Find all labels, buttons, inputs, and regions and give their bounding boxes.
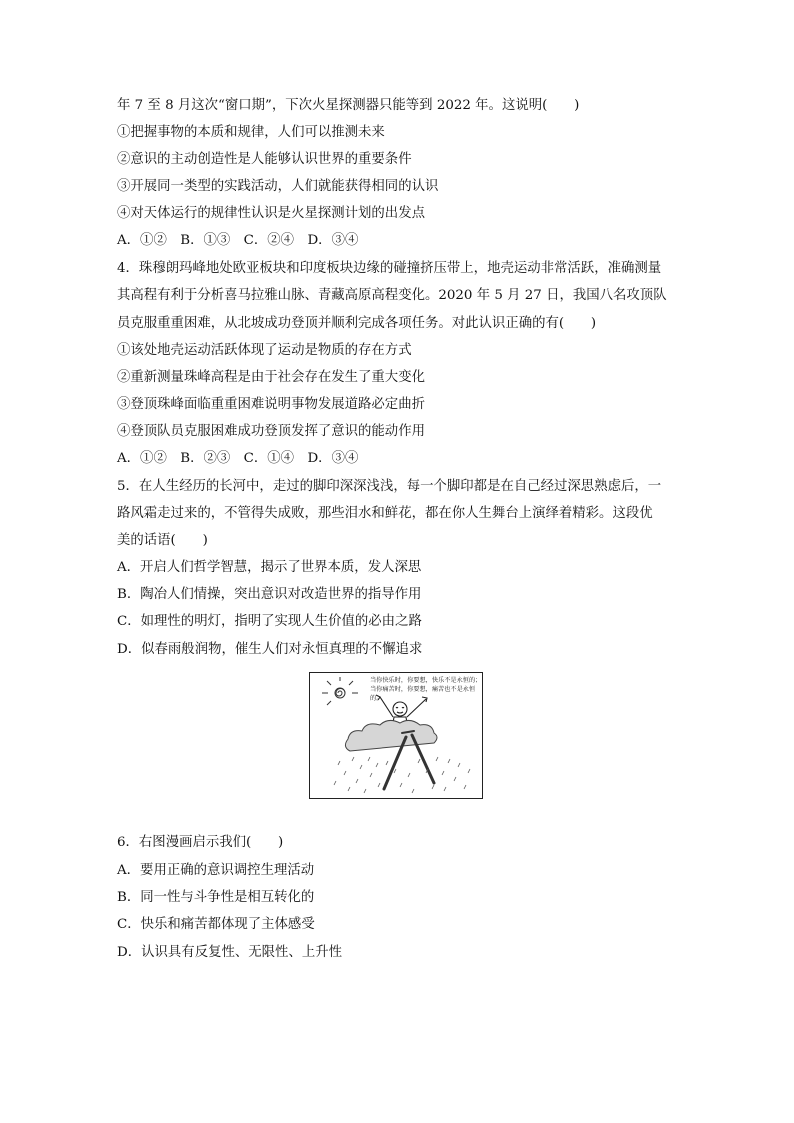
sun-icon bbox=[322, 677, 358, 705]
q4-option-2: ②重新测量珠峰高程是由于社会存在发生了重大变化 bbox=[117, 370, 425, 385]
q4-stem-line-3: 员克服重重困难，从北坡成功登顶并顺利完成各项任务。对此认识正确的有( ) bbox=[117, 316, 597, 331]
q5-option-d: D．似春雨般润物，催生人们对永恒真理的不懈追求 bbox=[117, 642, 423, 657]
q4-option-1: ①该处地壳运动活跃体现了运动是物质的存在方式 bbox=[117, 343, 412, 358]
q6-option-b: B．同一性与斗争性是相互转化的 bbox=[117, 890, 315, 905]
q4-stem-line-2: 其高程有利于分析喜马拉雅山脉、青藏高原高程变化。2020 年 5 月 27 日，我国八名攻顶队 bbox=[117, 288, 667, 303]
q5-option-c: C．如理性的明灯，指明了实现人生价值的必由之路 bbox=[117, 614, 422, 629]
q4-option-3: ③登顶珠峰面临重重困难说明事物发展道路必定曲折 bbox=[117, 397, 425, 412]
q5-option-a: A．开启人们哲学智慧，揭示了世界本质，发人深思 bbox=[117, 560, 422, 575]
cloud-shape bbox=[345, 720, 437, 751]
intro-option-4: ④对天体运行的规律性认识是火星探测计划的出发点 bbox=[117, 206, 425, 221]
q4-stem-line-1: 4．珠穆朗玛峰地处欧亚板块和印度板块边缘的碰撞挤压带上，地壳运动非常活跃，准确测量 bbox=[117, 261, 662, 276]
q6-option-a: A．要用正确的意识调控生理活动 bbox=[117, 863, 315, 878]
q5-stem-line-2: 路风霜走过来的，不管得失成败，那些泪水和鲜花，都在你人生舞台上演绎着精彩。这段优 bbox=[117, 506, 653, 521]
q5-stem-line-1: 5．在人生经历的长河中，走过的脚印深深浅浅，每一个脚印都是在自己经过深思熟虑后，一 bbox=[117, 479, 662, 494]
rain-streaks bbox=[334, 757, 470, 793]
intro-option-1: ①把握事物的本质和规律，人们可以推测未来 bbox=[117, 125, 385, 140]
q6-option-c: C．快乐和痛苦都体现了主体感受 bbox=[117, 917, 315, 932]
q4-choices: A．①② B．②③ C．①④ D．③④ bbox=[117, 451, 359, 466]
q5-stem-line-3: 美的话语( ) bbox=[117, 533, 208, 548]
cartoon-figure bbox=[309, 672, 483, 799]
intro-option-3: ③开展同一类型的实践活动，人们就能获得相同的认识 bbox=[117, 179, 439, 194]
q6-stem: 6．右图漫画启示我们( ) bbox=[117, 835, 284, 850]
q4-option-4: ④登顶队员克服困难成功登顶发挥了意识的能动作用 bbox=[117, 424, 425, 439]
intro-choices: A．①② B．①③ C．②④ D．③④ bbox=[117, 233, 359, 248]
intro-stem-line: 年 7 至 8 月这次“窗口期”，下次火星探测器只能等到 2022 年。这说明( ) bbox=[117, 98, 580, 113]
cartoon-caption: 当你快乐时，你要想，快乐不是永恒的；当你痛苦时，你要想，痛苦也不是永恒的。 bbox=[370, 677, 482, 702]
q6-option-d: D．认识具有反复性、无限性、上升性 bbox=[117, 945, 342, 960]
intro-option-2: ②意识的主动创造性是人能够认识世界的重要条件 bbox=[117, 152, 412, 167]
q5-option-b: B．陶冶人们情操，突出意识对改造世界的指导作用 bbox=[117, 587, 422, 602]
